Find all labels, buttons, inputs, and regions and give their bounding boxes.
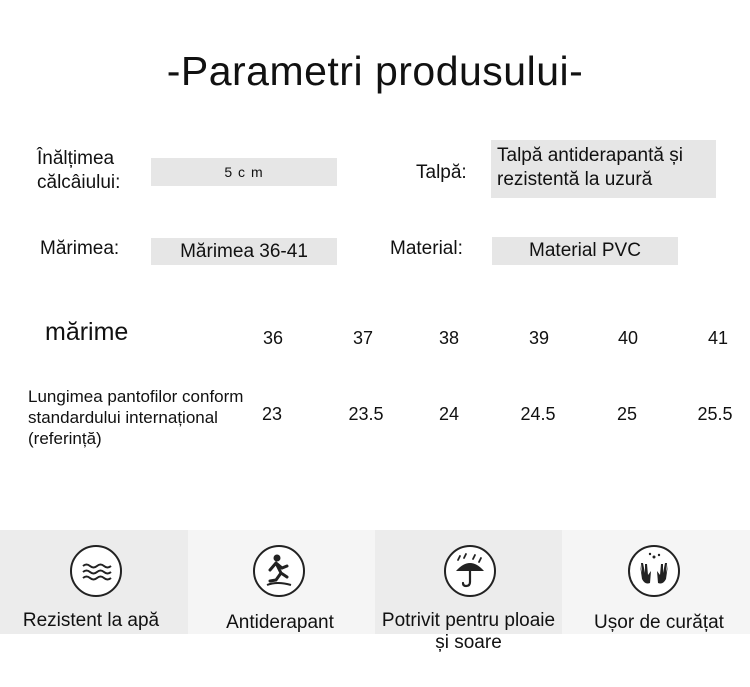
size-cell: 39	[528, 328, 550, 348]
size-cell: 37	[352, 328, 374, 348]
sole-value: Talpă antiderapantă și rezistentă la uzură	[491, 140, 716, 198]
feature-label: Ușor de curățat	[594, 612, 724, 633]
length-header: Lungimea pantofilor conform standardului internațional (referință)	[28, 387, 244, 448]
feature-label: Potrivit pentru ploaie și soare	[381, 610, 556, 653]
umbrella-rain-icon	[444, 545, 496, 597]
length-cell: 23.5	[348, 404, 384, 424]
page-title: -Parametri produsului-	[166, 48, 584, 94]
sole-label: Talpă:	[416, 162, 467, 183]
length-cell: 25	[616, 404, 638, 424]
length-cell: 25.5	[697, 404, 733, 424]
size-cell: 36	[262, 328, 284, 348]
feature-antislip	[188, 530, 375, 634]
feature-easy-clean	[562, 530, 750, 634]
slipping-person-icon	[253, 545, 305, 597]
heel-height-label: Înălțimea călcâiului:	[37, 148, 121, 193]
material-label: Material:	[390, 238, 463, 259]
feature-label: Antiderapant	[226, 612, 334, 633]
size-cell: 41	[707, 328, 729, 348]
washing-hands-icon	[628, 545, 680, 597]
length-cell: 24.5	[520, 404, 556, 424]
feature-label: Rezistent la apă	[22, 610, 160, 631]
size-header: mărime	[45, 318, 129, 346]
size-label: Mărimea:	[40, 238, 120, 259]
length-cell: 24	[438, 404, 460, 424]
size-cell: 38	[438, 328, 460, 348]
water-waves-icon	[70, 545, 122, 597]
size-cell: 40	[617, 328, 639, 348]
length-cell: 23	[261, 404, 283, 424]
material-value: Material PVC	[492, 237, 678, 265]
heel-height-value: 5 c m	[151, 158, 337, 186]
feature-weather	[375, 530, 562, 653]
size-value: Mărimea 36-41	[151, 238, 337, 265]
feature-waterproof	[0, 530, 188, 634]
